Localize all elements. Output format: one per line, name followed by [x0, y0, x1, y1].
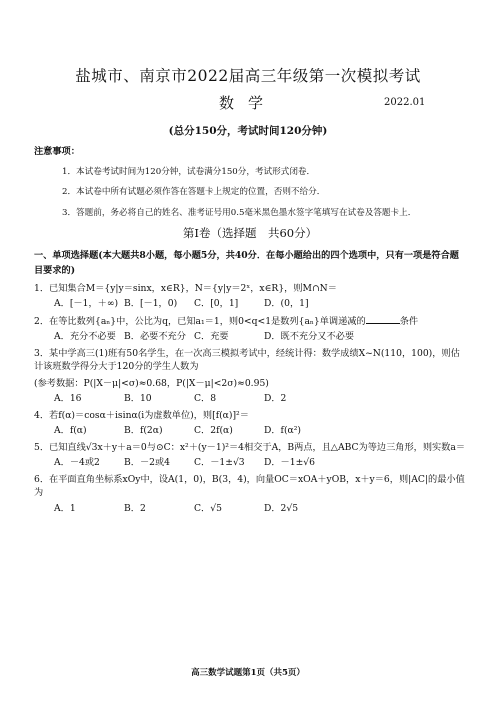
- option-c: C．2f(α): [194, 425, 233, 436]
- question-2-options: [54, 330, 466, 344]
- option-d: D．既不充分又不必要: [264, 331, 355, 342]
- question-3-options: [54, 392, 466, 406]
- question-stem: ．在等比数列{aₙ}中，公比为q，已知a₁＝1，则0<q<1是数列{aₙ}单调递减的: [39, 315, 366, 327]
- option-a: A．16: [54, 393, 82, 404]
- question-4: [34, 409, 466, 423]
- option-d: D．(0，1]: [264, 298, 309, 309]
- question-number: 5: [34, 441, 40, 453]
- section-title: 第Ⅰ卷（选择题 共60分）: [182, 226, 318, 240]
- option-a: A．1: [54, 502, 76, 514]
- option-c: C．充要: [194, 331, 229, 342]
- notice-item: 3．答题前，务必将自己的姓名、准考证号用0.5毫米黑色墨水签字笔填写在试卷及答题卡上．: [62, 207, 417, 218]
- option-b: B．10: [124, 393, 152, 404]
- question-number: 2: [34, 315, 40, 327]
- exam-content: [34, 145, 466, 517]
- question-1: [34, 282, 466, 296]
- question-stem: ．已知集合M＝{y|y＝sinx，x∈R}，N＝{y|y＝2ˣ，x∈R}，则M∩N＝: [39, 282, 337, 294]
- notice-item: 2．本试卷中所有试题必须作答在答题卡上规定的位置，否则不给分．: [62, 187, 326, 197]
- question-3-note: (参考数据：P(|X－μ|<σ)≈0.68，P(|X－μ|<2σ)≈0.95): [34, 377, 269, 389]
- question-5: [34, 441, 466, 455]
- question-number: 1: [34, 282, 40, 294]
- notice-heading: 注意事项：: [34, 146, 80, 157]
- option-a: A．f(α): [54, 425, 87, 436]
- question-5-options: [54, 456, 466, 470]
- option-a: A．[－1，＋∞): [54, 298, 119, 309]
- option-c: C．8: [194, 393, 217, 404]
- total-score-time: (总分150分，考试时间120分钟): [168, 125, 328, 137]
- option-c: C．√5: [194, 502, 222, 514]
- option-a: A．－4或2: [54, 457, 100, 468]
- question-4-options: [54, 424, 466, 438]
- question-2: [34, 314, 466, 329]
- option-d: D．2: [264, 393, 287, 404]
- option-c: C．－1±√3: [194, 457, 245, 468]
- question-6: [34, 473, 466, 500]
- notice-item: 1．本试卷考试时间为120分钟，试卷满分150分，考试形式闭卷．: [62, 166, 316, 177]
- option-c: C．[0，1]: [194, 298, 239, 309]
- answer-blank: [366, 314, 400, 324]
- question-3: [34, 347, 466, 374]
- option-d: D．2√5: [264, 502, 299, 514]
- question-stem: ．在平面直角坐标系xOy中，设A(1，0)，B(3，4)，向量OC＝xOA＋yOB，x＋y＝6，则|AC|的最小值为: [34, 473, 465, 498]
- exam-title: 盐城市、南京市2022届高三年级第一次模拟考试: [75, 67, 421, 85]
- section-description: 一、单项选择题(本大题共8小题，每小题5分，共40分．在每小题给出的四个选项中，只有一项是符合题目要求的): [34, 249, 459, 276]
- option-d: D．f(α²): [264, 425, 302, 436]
- option-b: B．f(2α): [124, 425, 163, 436]
- question-stem: ．若f(α)＝cosα＋isinα(i为虚数单位)，则[f(α)]²＝: [39, 409, 249, 421]
- option-b: B．－2或4: [124, 457, 171, 468]
- question-number: 6: [34, 473, 40, 485]
- page-footer: 高三数学试题第1页（共5页）: [191, 668, 305, 678]
- option-d: D．－1±√6: [264, 457, 315, 468]
- option-b: B．[－1，0): [124, 298, 178, 309]
- question-number: 4: [34, 409, 40, 421]
- option-b: B．必要不充分: [124, 331, 186, 342]
- question-stem-end: 条件: [399, 315, 419, 327]
- question-stem: ．已知直线√3x＋y＋a＝0与⊙C：x²＋(y－1)²＝4相交于A，B两点，且△ABC为等边三角形，则实数a＝: [39, 441, 466, 453]
- option-a: A．充分不必要: [54, 331, 116, 342]
- question-stem: ．某中学高三(1)班有50名学生，在一次高三模拟考试中，经统计得：数学成绩X~N(110，100)，则估计该班数学得分大于120分的学生人数为: [34, 347, 460, 372]
- question-1-options: [54, 297, 466, 311]
- exam-date: 2022.01: [384, 97, 426, 108]
- subject-title: 数学: [218, 94, 277, 112]
- question-number: 3: [34, 347, 40, 359]
- question-6-options: [54, 502, 466, 516]
- option-b: B．2: [124, 502, 146, 514]
